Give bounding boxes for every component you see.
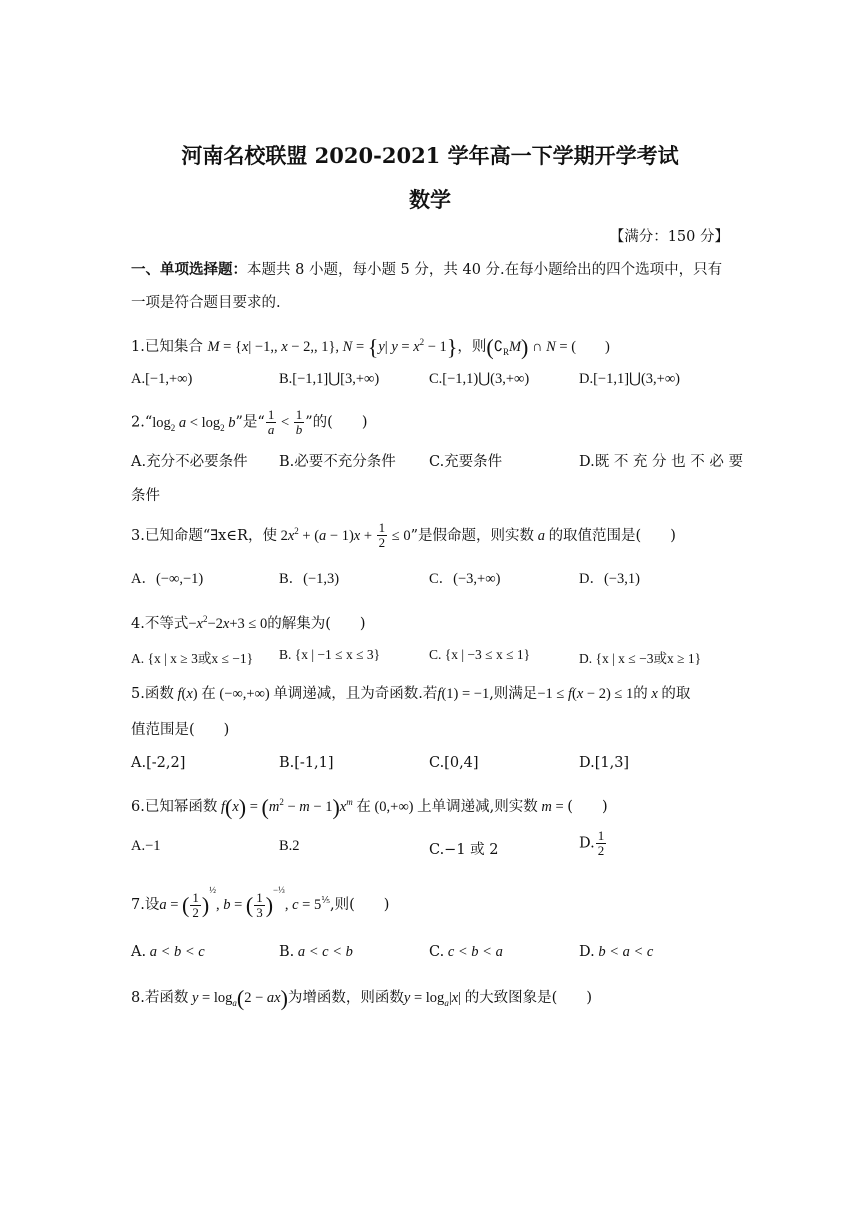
q3-stem-text: 3.已知命题“∃x∈R，使 [131, 527, 277, 544]
question-4-stem [131, 609, 366, 634]
q5-line2: 值范围是( ) [131, 722, 230, 738]
q4-option-d[interactable]: D. {x | x ≤ −3或x ≥ 1} [579, 651, 702, 666]
section-1-intro [131, 260, 722, 280]
q8-stem-text: 8.若函数 [131, 990, 189, 1006]
q2-option-d[interactable]: D.既 不 充 分 也 不 必 要 [579, 454, 743, 470]
q2-option-b[interactable]: B.必要不充分条件 [279, 454, 396, 470]
q6-option-d[interactable]: D. $\frac{1}{2}$ [579, 828, 605, 858]
q2-stem-text-3: ”的( ) [305, 414, 368, 431]
q4-option-c[interactable]: C. {x | −3 ≤ x ≤ 1} [429, 647, 531, 662]
q5-option-b[interactable]: B.[-1,1] [279, 755, 334, 771]
question-8-stem [131, 985, 593, 1013]
q6-stem-text: 6.已知幂函数 [131, 798, 218, 815]
q8-stem-text-2: 为增函数，则函数 [287, 990, 404, 1006]
q4-stem-text-2: 的解集为( ) [267, 615, 366, 632]
section-heading: 一、单项选择题： [131, 261, 247, 278]
section-desc-line1: 本题共 8 小题，每小题 5 分，共 40 分.在每小题给出的四个选项中，只有 [247, 262, 723, 278]
q4-stem-text: 4.不等式 [131, 615, 189, 632]
q2-formula-log: $\log_2 a < \log_2 b$ [152, 414, 236, 433]
question-5-stem: 5.函数 f(x) 在 (−∞,+∞) 单调递减，且为奇函数.若f(1) = −1,则满足−1 ≤ f(x − 2) ≤ 1的 x 的取 [131, 686, 691, 702]
q1-option-a[interactable]: A.[−1,+∞) [131, 371, 193, 387]
q6-frac-half: $\frac{1}{2}$ [597, 828, 605, 858]
q5-stem-text-4: 的 [633, 686, 648, 702]
section-desc-line2: 一项是符合题目要求的. [131, 295, 281, 311]
q5-stem-text-2: 单调递减，且为奇函数.若 [273, 686, 438, 702]
q4-option-a[interactable]: A. {x | x ≥ 3或x ≤ −1} [131, 651, 254, 666]
q2-frac-1b: $\frac{1}{b}$ [295, 407, 303, 437]
exam-title: 河南名校联盟 2020-2021 学年高一下学期开学考试 [181, 143, 679, 168]
q1-option-c[interactable]: C.[−1,1)⋃(3,+∞) [429, 371, 530, 387]
q2-frac-1a: $\frac{1}{a}$ [267, 407, 275, 437]
q6-option-c[interactable]: C.−1 或 2 [429, 842, 499, 858]
question-6-stem: 6.已知幂函数 $f(x) = (m^2 - m - 1)x^m$ 在 (0,+∞) 上单调递减,则实数 m = ( ) [131, 794, 608, 820]
q2-option-a[interactable]: A.充分不必要条件 [131, 454, 248, 470]
q5-formula-f1: f(1) = −1 [437, 686, 490, 702]
q2-option-c[interactable]: C.充要条件 [429, 454, 503, 470]
q1-stem-text: 1.已知集合 [131, 338, 203, 355]
q3-stem-text-3: 的取值范围是( ) [548, 527, 676, 544]
q2-stem-text: 2.“ [131, 414, 153, 431]
q7-stem-text-2: ,则( ) [329, 896, 390, 913]
q7-option-c[interactable]: C. c < b < a [429, 944, 503, 960]
q1-formula-complement: $(∁_RM)$ ∩ N = ( ) [486, 334, 610, 360]
q8-formula-2: $y = \log_a|x|$ [403, 990, 465, 1008]
q5-formula-f: f(x) 在 (−∞,+∞) [177, 686, 274, 702]
q4-formula: $-x^2-2x+3 \le 0$ [188, 614, 268, 632]
q7-option-d[interactable]: D. b < a < c [579, 944, 654, 960]
q5-stem-text: 5.函数 [131, 686, 174, 702]
q3-formula: $2x^2 + (a - 1)x$ + [276, 526, 376, 544]
q2-stem-text-2: ”是“ [235, 414, 265, 431]
q5-stem-text-5: 的取 [661, 686, 691, 702]
q2-option-d-cont: 条件 [131, 488, 160, 504]
q7-option-a[interactable]: A. a < b < c [131, 944, 205, 960]
q6-stem-text-2: 上单调递减,则实数 [417, 798, 538, 815]
q3-option-a[interactable]: A．(−∞,−1) [131, 571, 204, 587]
q6-option-a[interactable]: A.−1 [131, 838, 161, 854]
q3-option-d[interactable]: D．(−3,1) [579, 571, 640, 587]
q7-option-b[interactable]: B. a < c < b [279, 944, 353, 960]
q6-option-b[interactable]: B.2 [279, 838, 300, 854]
q3-stem-text-2: ”是假命题，则实数 [410, 527, 535, 544]
q5-formula-ineq: −1 ≤ f(x − 2) ≤ 1 [537, 686, 634, 702]
subject-title: 数学 [409, 187, 451, 212]
question-3-stem: 3.已知命题“∃x∈R，使 $2x^2 + (a - 1)x$ + $\frac{1}{2}$ ≤ 0”是假命题，则实数 a 的取值范围是( ) [131, 520, 676, 551]
q7-stem-text: 7.设 [131, 896, 160, 913]
q3-option-c[interactable]: C．(−3,+∞) [429, 571, 501, 587]
q5-option-d[interactable]: D.[1,3] [579, 755, 630, 771]
q8-stem-text-3: 的大致图象是( ) [464, 990, 593, 1006]
question-2-stem: $2.“\log_2$ $a < \log_2 b$”是“ $\frac{1}{a}$ < $\frac{1}{b}$ ”的( ) [131, 407, 368, 437]
q5-option-a[interactable]: A.[-2,2] [131, 755, 186, 771]
q5-stem-text-3: ,则满足 [489, 686, 538, 702]
q1-formula-m: M = {x| −1,, x − 2,, 1}, N = {y| $y = x^2 - 1$} [207, 334, 458, 360]
q8-formula-1: $y = \log_a(2 - ax)$ [191, 985, 288, 1011]
q6-formula: $f(x) = (m^2 - m - 1)x^m$ 在 (0,+∞) [220, 794, 418, 820]
q1-option-b[interactable]: B.[−1,1]⋃[3,+∞) [279, 371, 380, 387]
q5-option-c[interactable]: C.[0,4] [429, 755, 479, 771]
q4-option-b[interactable]: B. {x | −1 ≤ x ≤ 3} [279, 647, 381, 662]
full-score: 【满分：150 分】 [609, 229, 729, 245]
q1-stem-text-2: ，则 [457, 338, 487, 355]
q3-frac-half: $\frac{1}{2}$ [378, 520, 386, 551]
q6-stem-text-3: ( ) [567, 798, 608, 815]
q7-formula: a = ( $\frac{1}{2}$ )$^{\frac{1}{2}}$, b = ( $\frac{1}{3}$ )$^{-\frac{1}{3}}$, $c = 5^{\frac{1}{5}}$ [159, 885, 330, 920]
q3-option-b[interactable]: B．(−1,3) [279, 571, 340, 587]
question-7-stem [131, 885, 390, 920]
question-1-stem [131, 332, 610, 362]
q1-option-d[interactable]: D.[−1,1]⋃(3,+∞) [579, 371, 680, 387]
